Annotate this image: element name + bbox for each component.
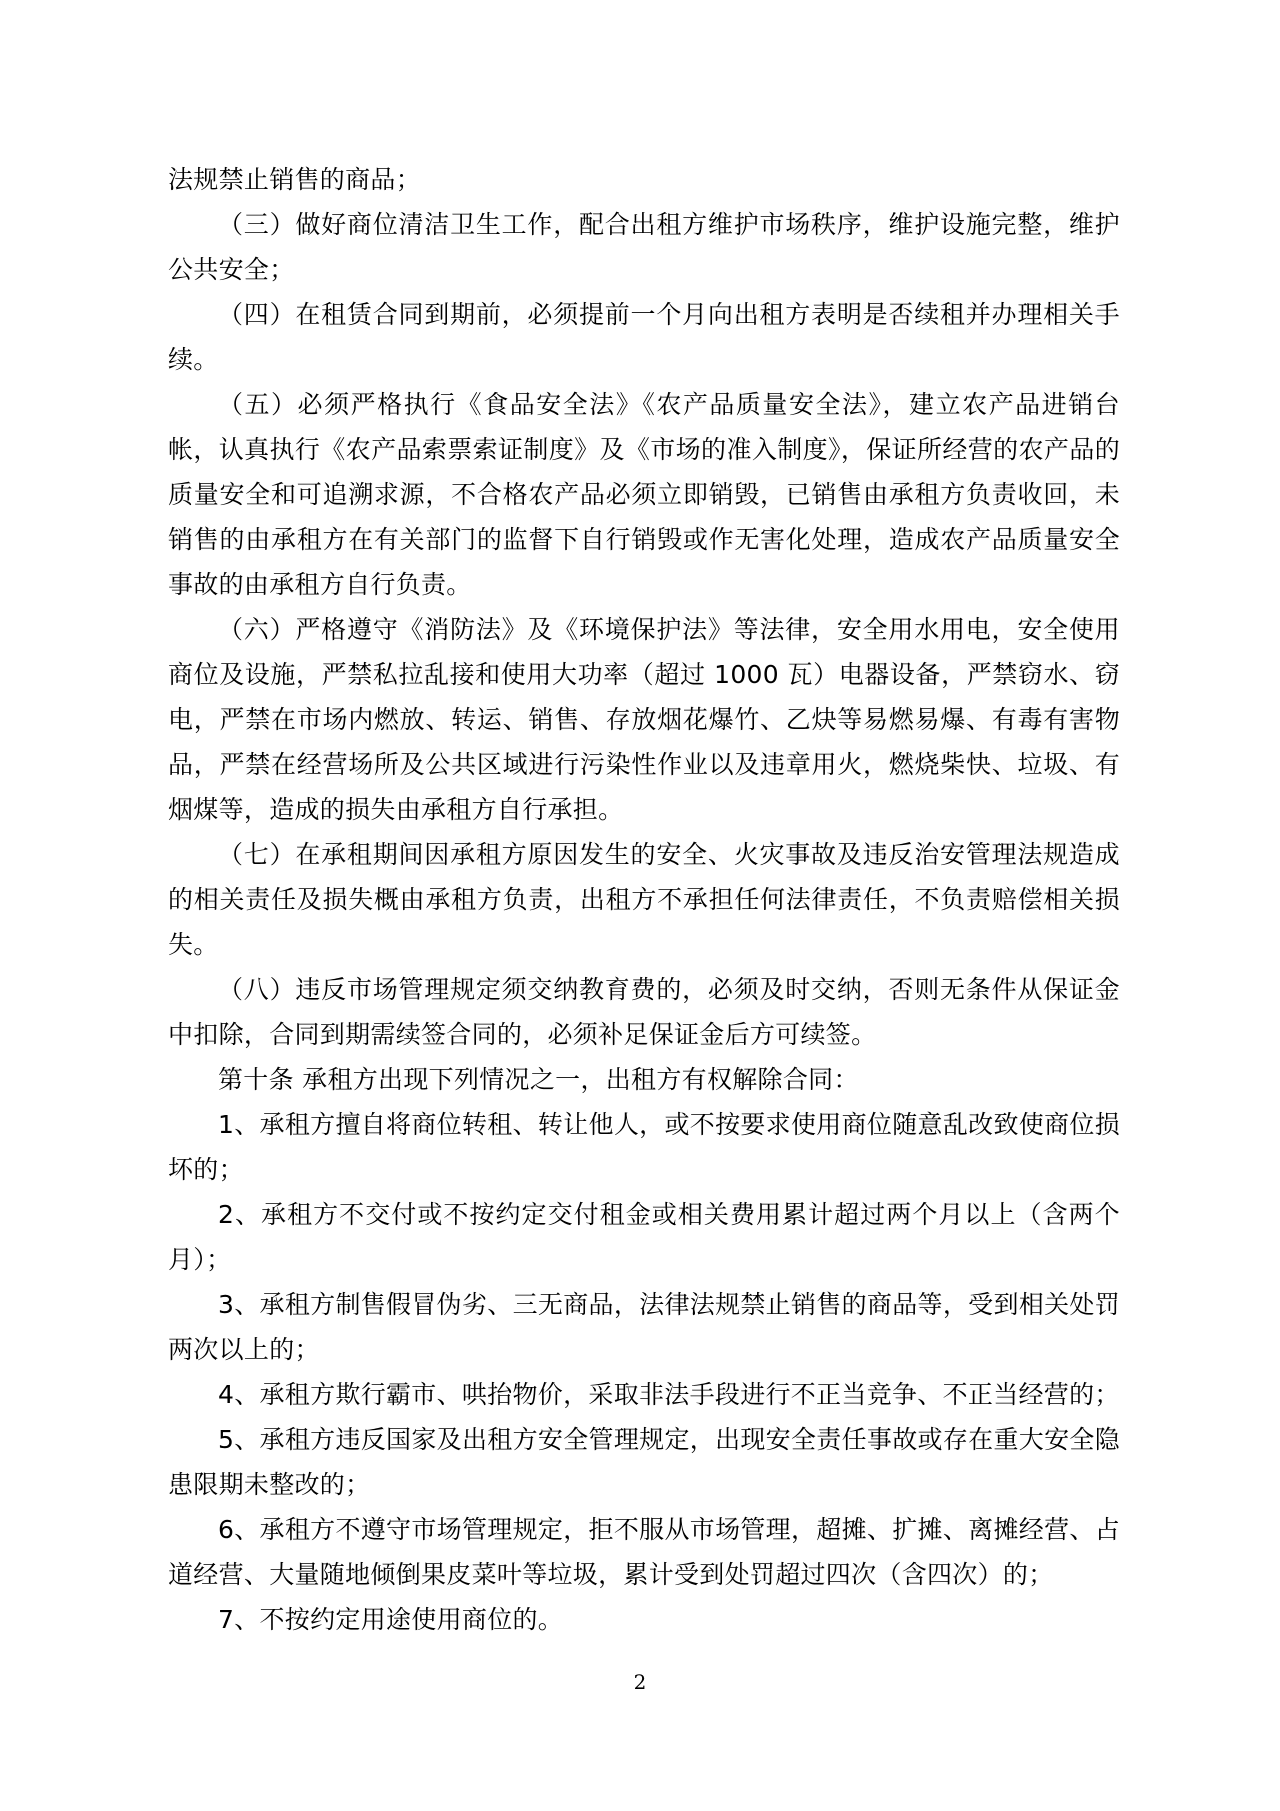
article-10-heading: 第十条 承租方出现下列情况之一，出租方有权解除合同：	[218, 1065, 859, 1094]
list-item-2: 2、承租方不交付或不按约定交付租金或相关费用累计超过两个月以上（含两个月）；	[168, 1200, 1120, 1274]
list-item-3: 3、承租方制售假冒伪劣、三无商品，法律法规禁止销售的商品等，受到相关处罚两次以上的；	[168, 1290, 1120, 1364]
paragraph-clause-4: （四）在租赁合同到期前，必须提前一个月向出租方表明是否续租并办理相关手续。	[168, 300, 1120, 374]
paragraph-clause-5: （五）必须严格执行《食品安全法》《农产品质量安全法》，建立农产品进销台帐，认真执行《农产品索票索证制度》及《市场的准入制度》，保证所经营的农产品的质量安全和可追溯求源，不合格农产品必须立即销毁，已销售由承租方负责收回，未销售的由承租方在有关部门的监督下自行销毁或作无害化处理，造成农产品质量安全事故的由承租方自行负责。	[168, 390, 1120, 599]
paragraph-clause-7: （七）在承租期间因承租方原因发生的安全、火灾事故及违反治安管理法规造成的相关责任及损失概由承租方负责，出租方不承担任何法律责任，不负责赔偿相关损失。	[168, 840, 1120, 959]
list-item-1: 1、承租方擅自将商位转租、转让他人，或不按要求使用商位随意乱改致使商位损坏的；	[168, 1110, 1120, 1184]
list-item-7: 7、不按约定用途使用商位的。	[218, 1605, 564, 1634]
paragraph-clause-8: （八）违反市场管理规定须交纳教育费的，必须及时交纳，否则无条件从保证金中扣除，合同到期需续签合同的，必须补足保证金后方可续签。	[168, 975, 1120, 1049]
paragraph-clause-6: （六）严格遵守《消防法》及《环境保护法》等法律，安全用水用电，安全使用商位及设施，严禁私拉乱接和使用大功率（超过 1000 瓦）电器设备，严禁窃水、窃电，严禁在市场内燃放、转运、销售、存放烟花爆竹、乙炔等易燃易爆、有毒有害物品，严禁在经营场所及公共区域进行污染性作业以及违章用火，燃烧柴快、垃圾、有烟煤等，造成的损失由承租方自行承担。	[168, 615, 1120, 824]
list-item-5: 5、承租方违反国家及出租方安全管理规定，出现安全责任事故或存在重大安全隐患限期未整改的；	[168, 1425, 1120, 1499]
page-number: 2	[633, 1670, 647, 1694]
paragraph-continuation: 法规禁止销售的商品；	[168, 165, 422, 194]
document-body	[168, 157, 1120, 1642]
paragraph-clause-3: （三）做好商位清洁卫生工作，配合出租方维护市场秩序，维护设施完整，维护公共安全；	[168, 210, 1120, 284]
list-item-6: 6、承租方不遵守市场管理规定，拒不服从市场管理，超摊、扩摊、离摊经营、占道经营、大量随地倾倒果皮菜叶等垃圾，累计受到处罚超过四次（含四次）的；	[168, 1515, 1120, 1589]
list-item-4: 4、承租方欺行霸市、哄抬物价，采取非法手段进行不正当竞争、不正当经营的；	[218, 1380, 1120, 1409]
